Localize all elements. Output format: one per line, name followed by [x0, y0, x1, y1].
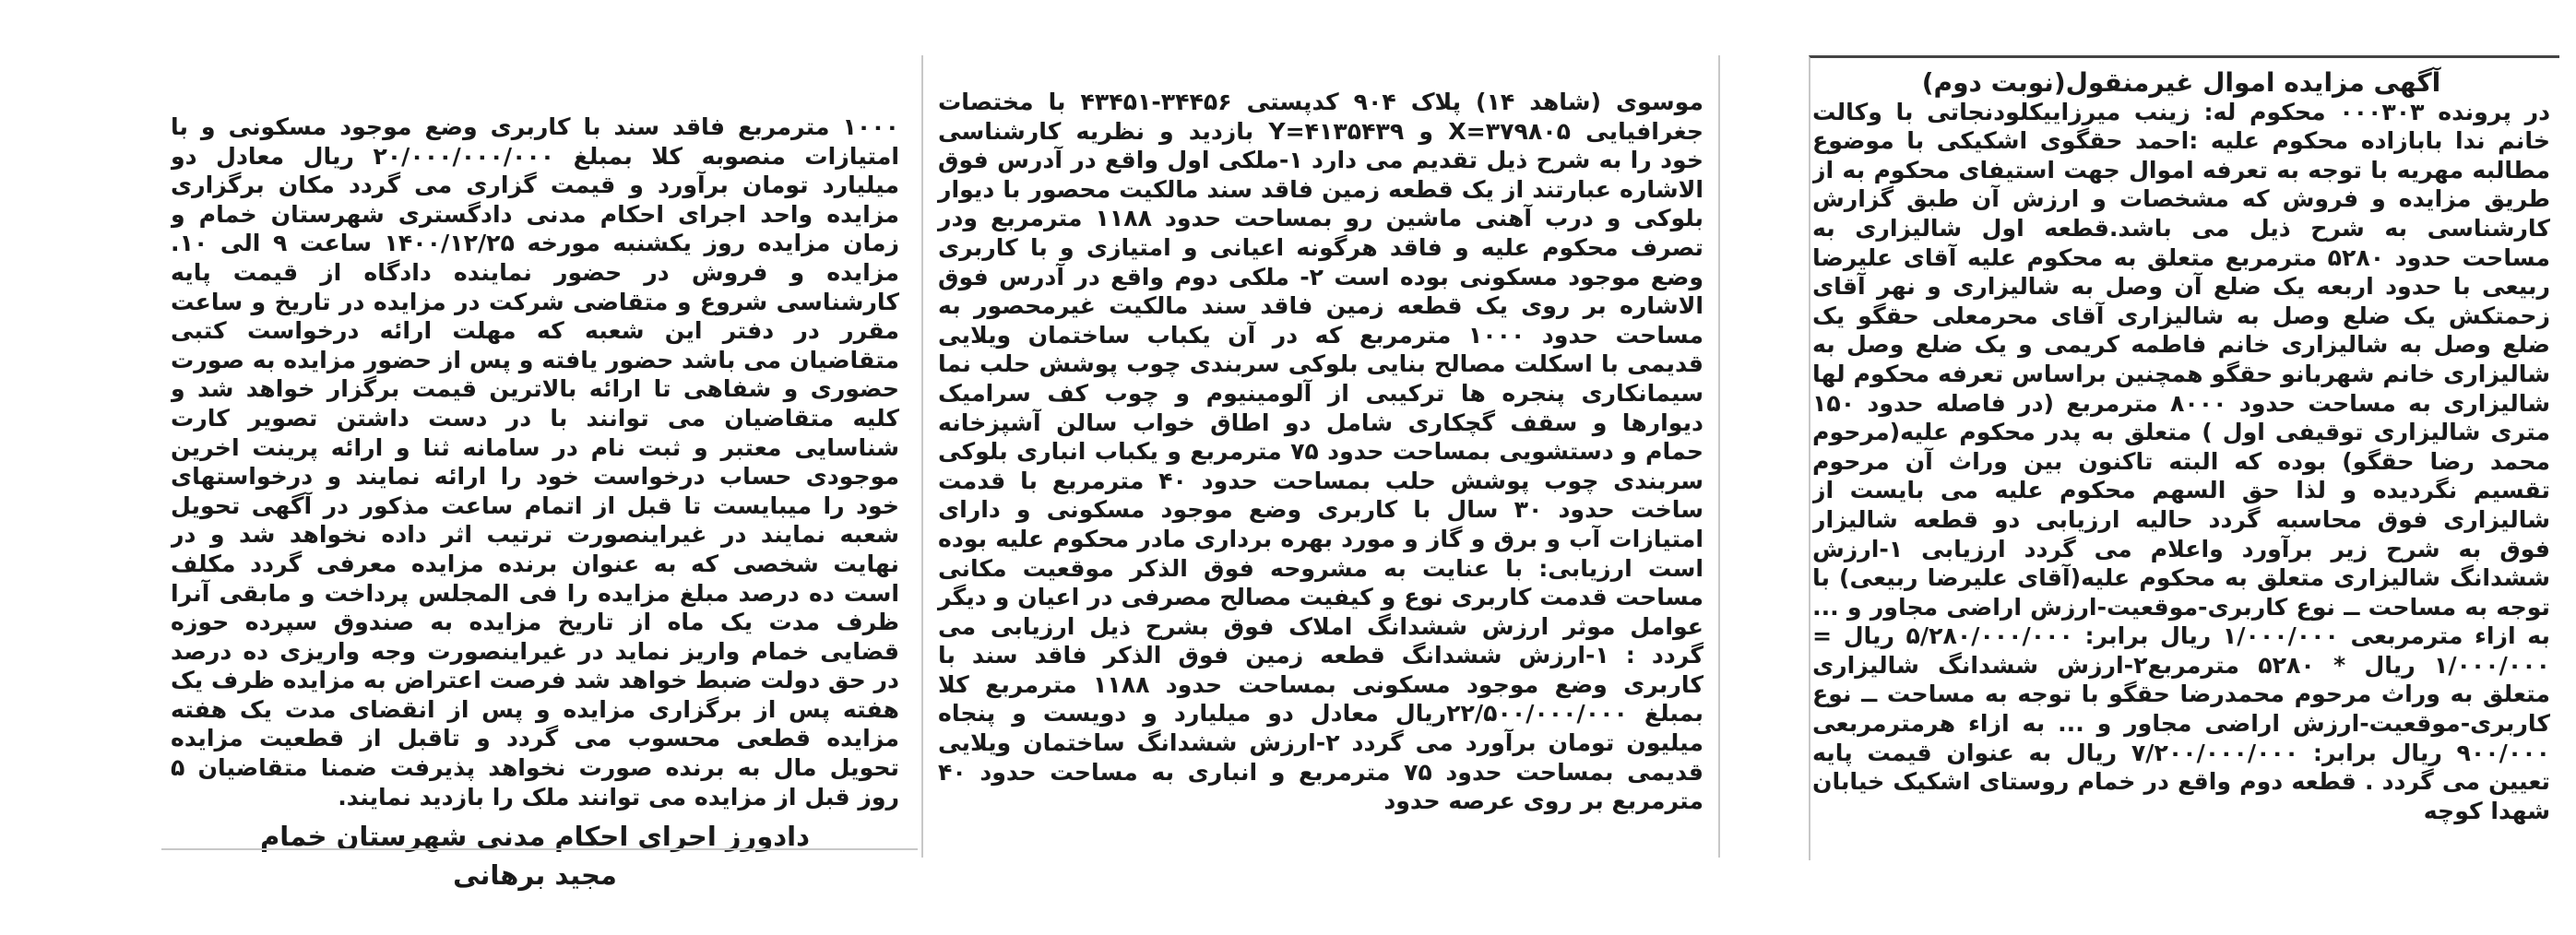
first-column	[1812, 55, 2550, 858]
signature-title: دادورز اجرای احکام مدنی شهرستان خمام	[260, 821, 810, 853]
signature-block	[171, 817, 899, 894]
auction-notice	[171, 55, 2569, 892]
second-column	[921, 55, 1720, 858]
notice-title: آگهی مزایده اموال غیرمنقول(نوبت دوم)	[1921, 67, 2441, 98]
signature-name: مجید برهانی	[453, 859, 617, 892]
column-divider-rule	[161, 848, 918, 850]
second-column-text: موسوی (شاهد ۱۴) پلاک ۹۰۴ کدپستی ۳۴۴۵۶-۴۳۴۵۱ با مختصات جغرافیایی X=۳۷۹۸۰۵ و Y=۴۱۳۵۴۳۹ بازدید و نظریه کارشناسی خود را به شرح ذیل تقدیم می دارد ۱-ملکی اول واقع در آدرس فوق الاشاره عبارتند از یک قطعه زمین فاقد سند مالکیت محصور با دیوار بلوکی و درب آهنی ماشین رو بمساحت حدود ۱۱۸۸ مترمربع ودر تصرف محکوم علیه و فاقد هرگونه اعیانی و امتیازی و با کاربری وضع موجود مسکونی بوده است ۲- ملکی دوم واقع در آدرس فوق الاشاره بر روی یک قطعه زمین فاقد سند مالکیت غیرمحصور به مساحت حدود ۱۰۰۰ مترمربع که در آن یکباب ساختمان ویلایی قدیمی با اسکلت مصالح بنایی بلوکی سربندی چوب پوشش حلب نما سیمانکاری پنجره ها ترکیبی از آلومینیوم و چوب کف سرامیک دیوارها و سقف گچکاری شامل دو اطاق خواب سالن آشپزخانه حمام و دستشویی بمساحت حدود ۷۵ مترمربع و یکباب انباری بلوکی سربندی چوب پوشش حلب بمساحت حدود ۴۰ مترمربع با قدمت ساخت حدود ۳۰ سال با کاربری وضع موجود مسکونی و دارای امتیازات آب و برق و گاز و مورد بهره برداری مادر محکوم علیه بوده است ارزیابی: با عنایت به مشروحه فوق الذکر موقعیت مکانی مساحت قدمت کاربری نوع و کیفیت مصالح مصرفی در اعیان و دیگر عوامل موثر ارزش ششدانگ املاک فوق بشرح ذیل ارزیابی می گردد : ۱-ارزش ششدانگ قطعه زمین فوق الذکر فاقد سند با کاربری وضع موجود مسکونی بمساحت حدود ۱۱۸۸ مترمربع کلا بمبلغ ۲۲/۵۰۰/۰۰۰/۰۰۰ریال معادل دو میلیارد و دویست و پنجاه میلیون تومان برآورد می گردد ۲-ارزش ششدانگ ساختمان ویلایی قدیمی بمساحت حدود ۷۵ مترمربع و انباری به مساحت حدود ۴۰ مترمربع بر روی عرصه حدود	[938, 89, 1704, 815]
first-column-text: در پرونده ۰۰۰۳۰۳ محکوم له: زینب میرزاییکلودنجاتی با وکالت خانم ندا بابازاده محکوم علیه :احمد حقگوی اشکیکی با موضوع مطالبه مهریه با توجه به تعرفه اموال جهت استیفای محکوم به از طریق مزایده و فروش که مشخصات و ارزش آن طبق گزارش کارشناسی به شرح ذیل می باشد.قطعه اول شالیزاری به مساحت حدود ۵۲۸۰ مترمربع متعلق به محکوم علیه آقای علیرضا ربیعی با حدود اربعه یک ضلع آن وصل به شالیزاری و نهر آقای زحمتکش یک ضلع وصل به شالیزاری آقای محرمعلی حقگو یک ضلع وصل به شالیزاری خانم فاطمه کریمی و یک ضلع وصل به شالیزاری خانم شهربانو حقگو همچنین براساس تعرفه محکوم لها شالیزاری به مساحت حدود ۸۰۰۰ مترمربع (در فاصله حدود ۱۵۰ متری شالیزاری توقیفی اول ) متعلق به پدر محکوم علیه(مرحوم محمد رضا حقگو) بوده که البته تاکنون بین وراث آن مرحوم تقسیم نگردیده و لذا حق السهم محکوم علیه می بایست از شالیزاری فوق محاسبه گردد حالیه ارزیابی دو قطعه شالیزار فوق به شرح زیر برآورد واعلام می گردد ارزیابی ۱-ارزش ششدانگ شالیزاری متعلق به محکوم علیه(آقای علیرضا ربیعی) با توجه به مساحت ــ نوع کاربری-موقعیت-ارزش اراضی مجاور و ... به ازاء مترمربعی ۱/۰۰۰/۰۰۰ ریال برابر: ۵/۲۸۰/۰۰۰/۰۰۰ ریال = ۱/۰۰۰/۰۰۰ ریال * ۵۲۸۰ مترمربع۲-ارزش ششدانگ شالیزاری متعلق به وراث مرحوم محمدرضا حقگو با توجه به مساحت ــ نوع کاربری-موقعیت-ارزش اراضی مجاور و ... به ازاء هرمترمربعی ۹۰۰/۰۰۰ ریال برابر: ۷/۲۰۰/۰۰۰/۰۰۰ ریال به عنوان قیمت پایه تعیین می گردد . قطعه دوم واقع در خمام روستای اشکیک خیابان شهدا کوچه	[1812, 98, 2550, 824]
third-column	[171, 55, 899, 915]
third-column-text: ۱۰۰۰ مترمربع فاقد سند با کاربری وضع موجود مسکونی و با امتیازات منصوبه کلا بمبلغ ۲۰/۰۰۰/۰۰۰/۰۰۰ ریال معادل دو میلیارد تومان برآورد و قیمت گزاری می گردد مکان برگزاری مزایده واحد اجرای احکام مدنی دادگستری شهرستان خمام و زمان مزایده روز یکشنبه مورخه ۱۴۰۰/۱۲/۲۵ ساعت ۹ الی ۱۰. مزایده و فروش در حضور نماینده دادگاه از قیمت پایه کارشناسی شروع و متقاضی شرکت در مزایده در تاریخ و ساعت مقرر در دفتر این شعبه که مهلت ارائه درخواست کتبی متقاضیان می باشد حضور یافته و پس از حضور مزایده به صورت حضوری و شفاهی تا ارائه بالاترین قیمت برگزار خواهد شد و کلیه متقاضیان می توانند با در دست داشتن تصویر کارت شناسایی معتبر و ثبت نام در سامانه ثنا و ارائه پرینت اخرین موجودی حساب درخواست خود را ارائه نمایند و درخواستهای خود را میبایست تا قبل از اتمام ساعت مذکور در آگهی تحویل شعبه نمایند در غیراینصورت ترتیب اثر داده نخواهد شد و در نهایت شخصی که به عنوان برنده مزایده معرفی گردد مکلف است ده درصد مبلغ مزایده را فی المجلس پرداخت و مابقی آنرا ظرف مدت یک ماه از تاریخ مزایده به صندوق سپرده حوزه قضایی خمام واریز نماید در غیراینصورت وجه واریزی ده درصد در حق دولت ضبط خواهد شد فرصت اعتراض به مزایده ظرف یک هفته پس از برگزاری مزایده و پس از انقضای مدت یک هفته مزایده قطعی محسوب می گردد و تاقبل از قطعیت مزایده تحویل مال به برنده صورت نخواهد پذیرفت ضمنا متقاضیان ۵ روز قبل از مزایده می توانند ملک را بازدید نمایند.	[171, 113, 899, 811]
